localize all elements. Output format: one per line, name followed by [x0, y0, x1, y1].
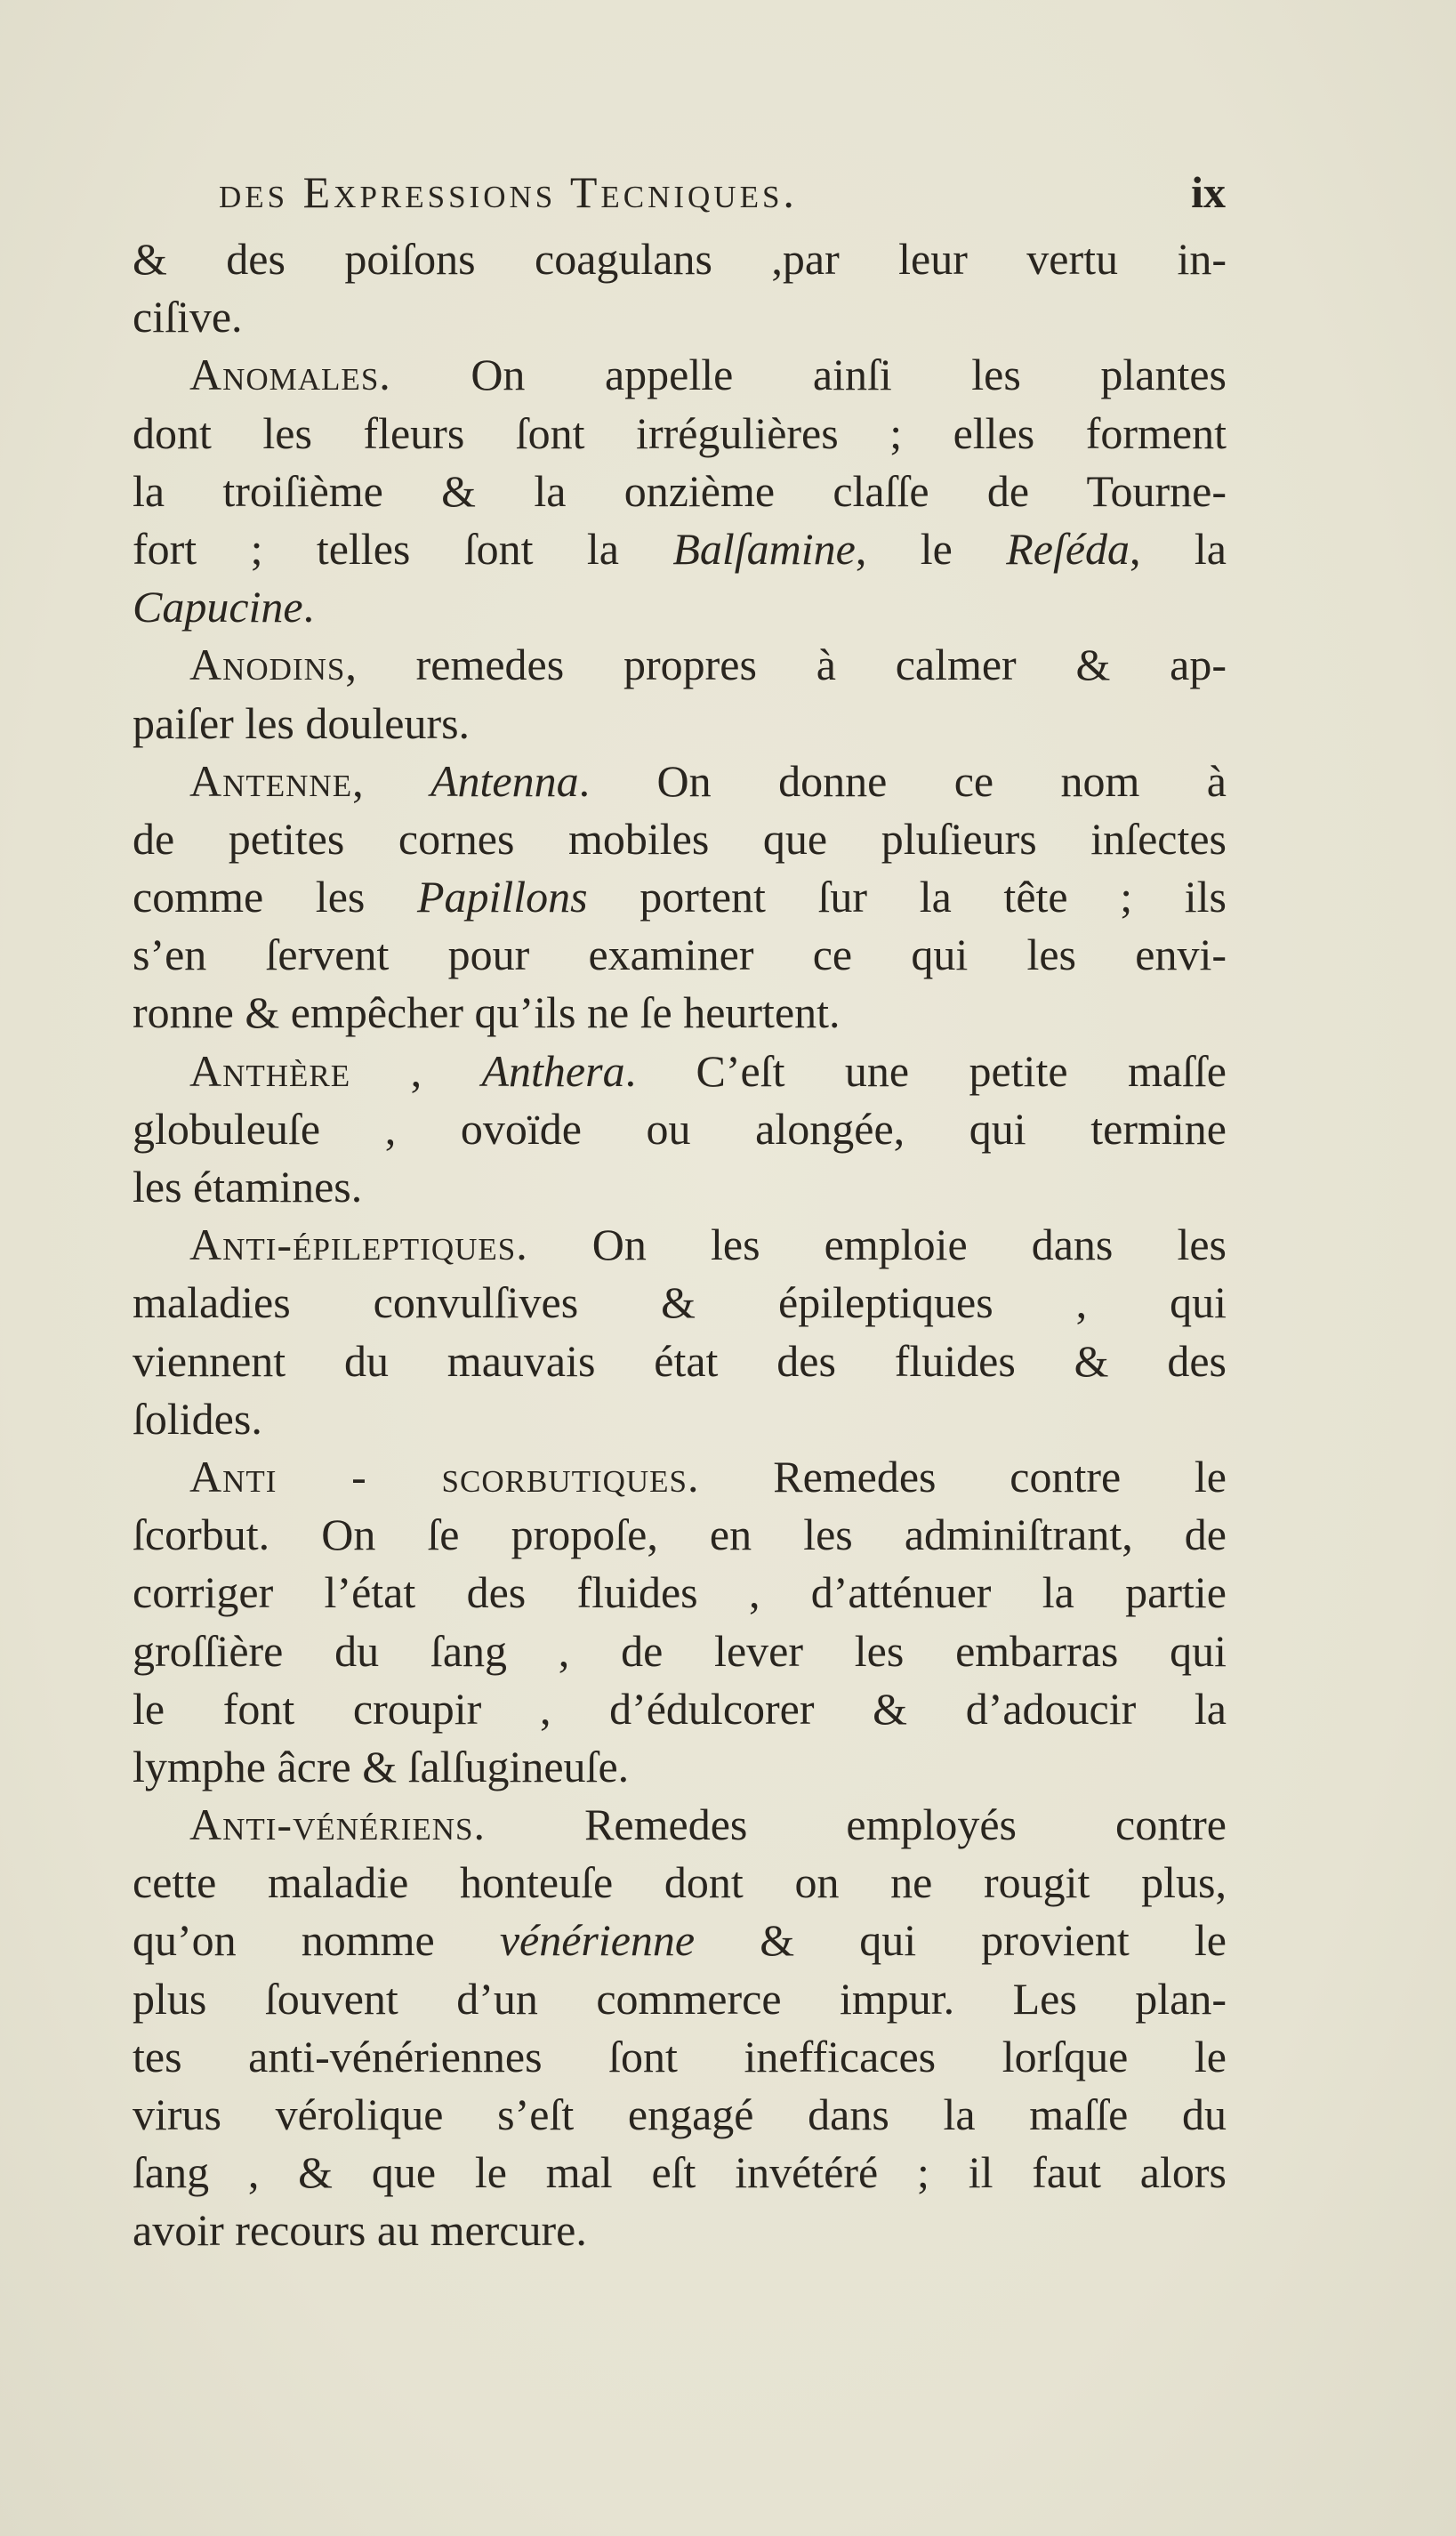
body-text [133, 230, 1227, 2260]
text-run: de petites cornes mobiles que pluſieurs inſectes [133, 813, 1227, 864]
text-run: le font croupir , d’édulcorer & d’adoucir la [133, 1683, 1227, 1734]
text-run: Remedes contre le [699, 1451, 1227, 1501]
text-run: Remedes employés contre [486, 1799, 1227, 1850]
text-run: . C’eſt une petite maſſe [624, 1045, 1227, 1096]
text-line [133, 926, 1227, 984]
text-run: corriger l’état des fluides , d’atténuer la partie [133, 1567, 1227, 1618]
text-run: groſſière du ſang , de lever les embarras qui [133, 1625, 1227, 1676]
text-line [133, 520, 1227, 578]
italic-term: Anthera [481, 1045, 625, 1096]
italic-term: Papillons [416, 872, 588, 922]
text-line [133, 1332, 1227, 1390]
text-run: avoir recours au mercure. [133, 2205, 587, 2256]
text-run: ſolides. [133, 1393, 262, 1444]
italic-term: vénérienne [499, 1915, 696, 1966]
text-run: , [352, 755, 430, 806]
text-line [133, 2086, 1227, 2144]
entry-term: Anomales. [189, 350, 391, 400]
page-number: ix [1191, 167, 1226, 217]
text-run: fort ; telles ſont la [133, 523, 673, 574]
text-run: s’en ſervent pour examiner ce qui les envi- [133, 930, 1227, 980]
text-run: cette maladie honteuſe dont on ne rougit plus, [133, 1857, 1227, 1908]
text-run: paiſer les douleurs. [133, 697, 471, 748]
text-line [133, 1390, 1227, 1448]
italic-term: Capucine [133, 582, 303, 632]
text-line [133, 346, 1227, 404]
text-line [133, 578, 1227, 636]
text-run: viennent du mauvais état des fluides & des [133, 1335, 1227, 1386]
text-run: , [350, 1045, 482, 1096]
text-line [133, 984, 1227, 1042]
text-run: . [302, 582, 315, 632]
text-run: les étamines. [133, 1162, 363, 1212]
text-line [133, 463, 1227, 520]
text-line [133, 1738, 1227, 1796]
running-title: des Expressions Tecniques. [219, 167, 798, 217]
text-line [133, 1158, 1227, 1216]
running-header [219, 163, 1226, 221]
text-line [133, 1564, 1227, 1622]
text-run: On appelle ainſi les plantes [390, 350, 1227, 400]
entry-term: Anodins [189, 640, 346, 690]
text-line [133, 1506, 1227, 1564]
text-run: globuleuſe , ovoïde ou alongée, qui termine [133, 1103, 1227, 1154]
text-line [133, 2202, 1227, 2259]
text-run: lymphe âcre & ſalſugineuſe. [133, 1741, 630, 1791]
entry-term: Anti - scorbutiques. [189, 1451, 700, 1501]
text-run: , remedes propres à calmer & ap- [345, 640, 1227, 690]
text-line [133, 1622, 1227, 1680]
text-line [133, 636, 1227, 694]
text-line [133, 1448, 1227, 1506]
text-run: ronne & empêcher qu’ils ne ſe heurtent. [133, 987, 841, 1038]
italic-term: Balſamine [672, 523, 856, 574]
text-line [133, 1854, 1227, 1912]
text-run: ſang , & que le mal eſt invétéré ; il faut alors [133, 2147, 1227, 2198]
entry-term: Anthère [189, 1045, 351, 1096]
italic-term: Reſéda [1006, 523, 1130, 574]
text-line [133, 868, 1227, 926]
text-line [133, 1100, 1227, 1158]
text-line [133, 288, 1227, 346]
entry-term: Antenne [189, 755, 353, 806]
text-line [133, 753, 1227, 810]
text-line [133, 1274, 1227, 1332]
text-run: comme les [133, 872, 417, 922]
text-run: plus ſouvent d’un commerce impur. Les plan- [133, 1973, 1227, 2024]
text-line [133, 1043, 1227, 1100]
text-line [133, 1970, 1227, 2028]
text-line [133, 2028, 1227, 2086]
text-run: On les emploie dans les [527, 1220, 1227, 1270]
text-run: tes anti-vénériennes ſont inefficaces lorſque le [133, 2031, 1227, 2081]
text-line [133, 1912, 1227, 1969]
text-line [133, 405, 1227, 463]
text-run: dont les fleurs ſont irrégulières ; elles forment [133, 407, 1227, 458]
text-run: ciſive. [133, 292, 243, 342]
text-run: , la [1130, 523, 1227, 574]
text-run: & des poiſons coagulans ,par leur vertu in- [133, 234, 1227, 284]
text-line [133, 810, 1227, 868]
entry-term: Anti-épileptiques. [189, 1220, 528, 1270]
text-run: qu’on nomme [133, 1915, 500, 1966]
text-run: maladies convulſives & épileptiques , qui [133, 1277, 1227, 1328]
text-run: la troiſième & la onzième claſſe de Tourne- [133, 465, 1227, 516]
text-run: & qui provient le [695, 1915, 1227, 1966]
text-run: ſcorbut. On ſe propoſe, en les adminiſtrant, de [133, 1510, 1227, 1560]
entry-term: Anti-vénériens. [189, 1799, 487, 1850]
text-run: , le [855, 523, 1007, 574]
text-run: virus vérolique s’eſt engagé dans la maſſe du [133, 2089, 1227, 2139]
text-line [133, 695, 1227, 753]
text-line [133, 1796, 1227, 1854]
text-run: . On donne ce nom à [578, 755, 1227, 806]
text-line [133, 230, 1227, 288]
text-run: portent ſur la tête ; ils [587, 872, 1227, 922]
text-line [133, 1216, 1227, 1274]
text-line [133, 1680, 1227, 1738]
italic-term: Antenna [430, 755, 579, 806]
text-line [133, 2144, 1227, 2202]
